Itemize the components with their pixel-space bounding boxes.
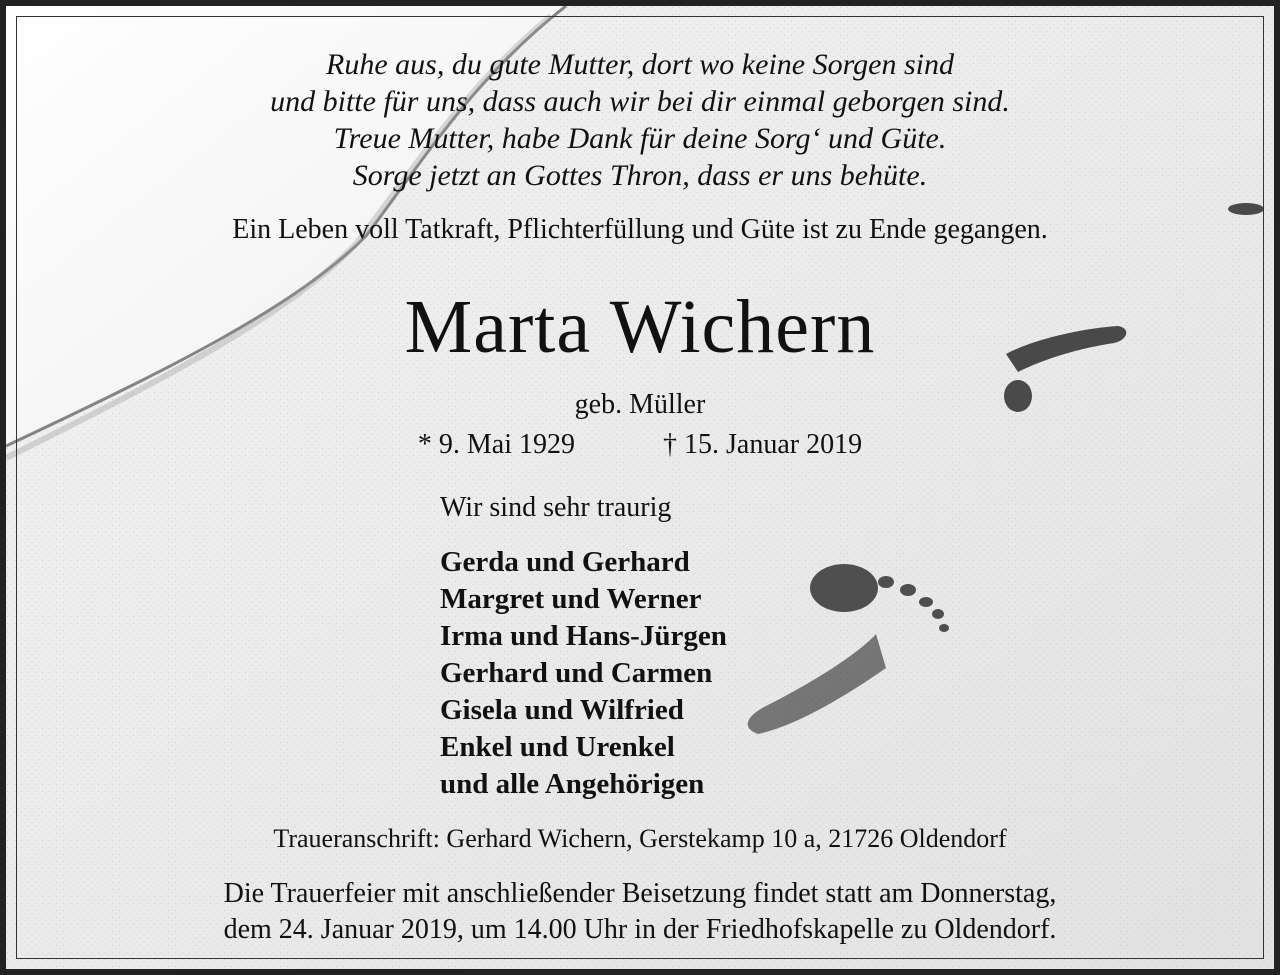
mourner-entry: Gerda und Gerhard [440,546,690,578]
life-dates [6,429,1274,461]
poem-line: und bitte für uns, dass auch wir bei dir einmal geborgen sind. [270,85,1010,118]
memorial-poem [6,46,1274,194]
service-line: dem 24. Januar 2019, um 14.00 Uhr in der Friedhofskapelle zu Oldendorf. [223,914,1057,945]
mourning-address: Traueranschrift: Gerhard Wichern, Gerstekamp 10 a, 21726 Oldendorf [273,824,1007,853]
mourner-entry: Gisela und Wilfried [440,694,684,726]
birth-date: * 9. Mai 1929 [417,429,576,460]
mourner-entry: Gerhard und Carmen [440,657,713,689]
poem-line: Ruhe aus, du gute Mutter, dort wo keine Sorgen sind [326,48,954,81]
intro-sentence: Ein Leben voll Tatkraft, Pflichterfüllung und Güte ist zu Ende gegangen. [232,214,1048,245]
mourner-entry: Enkel und Urenkel [440,731,675,763]
birth-name: geb. Müller [574,389,706,420]
mourner-entry: und alle Angehörigen [440,768,705,800]
mourners-intro: Wir sind sehr traurig [440,492,672,523]
service-line: Die Trauerfeier mit anschließender Beisetzung findet statt am Donnerstag, [223,878,1057,909]
death-date: † 15. Januar 2019 [663,429,863,460]
notice-content [6,6,1274,969]
mourners-list [440,544,727,803]
poem-line: Treue Mutter, habe Dank für deine Sorg‘ und Güte. [333,122,947,155]
deceased-name: Marta Wichern [404,285,876,369]
funeral-service-info [6,876,1274,948]
mourner-entry: Margret und Werner [440,583,702,615]
mourner-entry: Irma und Hans-Jürgen [440,620,727,652]
poem-line: Sorge jetzt an Gottes Thron, dass er uns behüte. [352,159,928,192]
